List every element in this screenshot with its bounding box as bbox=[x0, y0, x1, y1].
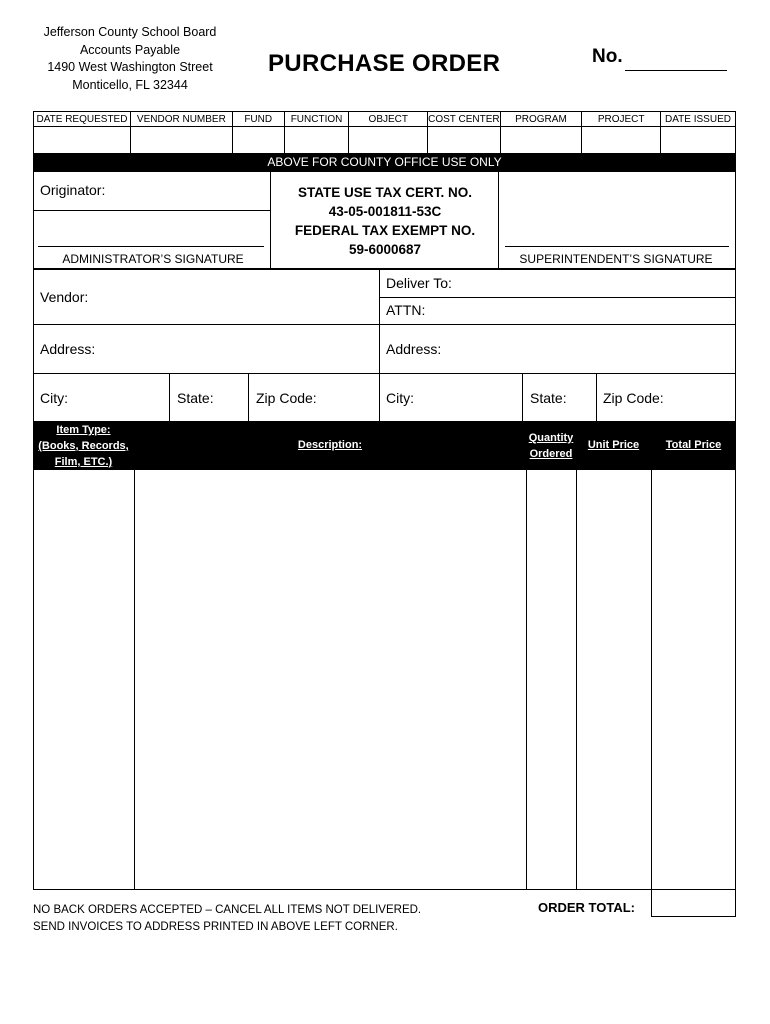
items-table[interactable] bbox=[33, 469, 736, 890]
code-header-date-requested: DATE REQUESTED bbox=[34, 112, 131, 127]
quantity-column bbox=[576, 469, 577, 890]
col-header-item-type bbox=[33, 422, 134, 470]
vendor-zip-label: Zip Code: bbox=[256, 390, 317, 406]
program-field[interactable] bbox=[500, 127, 582, 154]
divider bbox=[522, 373, 523, 422]
col-header-line: Film, ETC.) bbox=[54, 456, 113, 468]
vendor-city-label: City: bbox=[40, 390, 68, 406]
footer-line: NO BACK ORDERS ACCEPTED – CANCEL ALL ITEMS NOT DELIVERED. bbox=[33, 904, 422, 916]
delivery-state-label: State: bbox=[530, 390, 567, 406]
originator-label: Originator: bbox=[40, 182, 106, 198]
order-total-label: ORDER TOTAL: bbox=[538, 900, 636, 915]
address-line: Accounts Payable bbox=[79, 42, 181, 57]
delivery-zip-label: Zip Code: bbox=[603, 390, 664, 406]
footer-notes bbox=[33, 902, 421, 936]
col-header-quantity bbox=[526, 430, 576, 462]
admin-signature-label: ADMINISTRATOR’S SIGNATURE bbox=[62, 252, 244, 266]
col-header-line: Item Type: bbox=[56, 424, 111, 436]
tax-exemption-info bbox=[272, 183, 498, 259]
cost-center-field[interactable] bbox=[428, 127, 501, 154]
divider bbox=[380, 297, 736, 298]
col-header-description: Description: bbox=[297, 439, 363, 451]
address-line: Monticello, FL 32344 bbox=[72, 77, 188, 92]
divider bbox=[33, 324, 736, 325]
vendor-state-label: State: bbox=[177, 390, 214, 406]
address-line: 1490 West Washington Street bbox=[47, 60, 213, 74]
divider bbox=[33, 373, 736, 374]
code-header-fund: FUND bbox=[232, 112, 284, 127]
divider bbox=[248, 373, 249, 422]
county-office-banner: ABOVE FOR COUNTY OFFICE USE ONLY bbox=[33, 153, 736, 171]
code-header-cost-center: COST CENTER bbox=[428, 113, 500, 125]
divider bbox=[498, 171, 499, 269]
col-header-line: (Books, Records, bbox=[38, 440, 129, 452]
tax-line: 59-6000687 bbox=[348, 242, 422, 257]
po-number-label: No. bbox=[592, 46, 623, 67]
code-header-project: PROJECT bbox=[582, 112, 661, 127]
divider bbox=[169, 373, 170, 422]
items-header bbox=[33, 422, 736, 469]
unit-price-column bbox=[651, 469, 652, 890]
code-header-object: OBJECT bbox=[349, 112, 428, 127]
attn-label: ATTN: bbox=[386, 302, 426, 318]
code-header-vendor-number: VENDOR NUMBER bbox=[130, 112, 232, 127]
col-header-total-price: Total Price bbox=[665, 439, 722, 451]
issuer-address bbox=[30, 24, 230, 94]
code-header-program: PROGRAM bbox=[500, 112, 582, 127]
tax-line: 43-05-001811-53C bbox=[328, 204, 442, 219]
vendor-number-field[interactable] bbox=[130, 127, 232, 154]
code-header-function: FUNCTION bbox=[284, 112, 349, 127]
footer-line: SEND INVOICES TO ADDRESS PRINTED IN ABOVE LEFT CORNER. bbox=[33, 921, 398, 933]
col-header-line: Quantity bbox=[528, 432, 574, 444]
date-issued-field[interactable] bbox=[661, 127, 736, 154]
divider bbox=[596, 373, 597, 422]
divider bbox=[379, 269, 380, 422]
function-field[interactable] bbox=[284, 127, 349, 154]
description-column bbox=[526, 469, 527, 890]
object-field[interactable] bbox=[349, 127, 428, 154]
po-number-field[interactable] bbox=[625, 70, 727, 71]
admin-signature-line[interactable] bbox=[38, 246, 264, 247]
date-requested-field[interactable] bbox=[34, 127, 131, 154]
item-type-column bbox=[134, 469, 135, 890]
col-header-line: Ordered bbox=[529, 448, 573, 460]
order-total-field[interactable] bbox=[651, 889, 736, 917]
account-codes-table bbox=[33, 111, 736, 154]
delivery-address-label: Address: bbox=[386, 341, 442, 357]
fund-field[interactable] bbox=[232, 127, 284, 154]
page-title: PURCHASE ORDER bbox=[268, 50, 501, 77]
col-header-unit-price: Unit Price bbox=[587, 439, 640, 451]
divider bbox=[33, 210, 270, 211]
superintendent-signature-line[interactable] bbox=[505, 246, 729, 247]
vendor-address-label: Address: bbox=[40, 341, 96, 357]
tax-line: STATE USE TAX CERT. NO. bbox=[297, 185, 472, 200]
deliver-to-label: Deliver To: bbox=[386, 275, 452, 291]
delivery-city-label: City: bbox=[386, 390, 414, 406]
project-field[interactable] bbox=[582, 127, 661, 154]
divider bbox=[270, 171, 271, 269]
superintendent-signature-label: SUPERINTENDENT’S SIGNATURE bbox=[519, 252, 713, 266]
tax-line: FEDERAL TAX EXEMPT NO. bbox=[294, 223, 476, 238]
vendor-label: Vendor: bbox=[40, 289, 89, 305]
address-line: Jefferson County School Board bbox=[43, 25, 217, 39]
code-header-date-issued: DATE ISSUED bbox=[661, 112, 736, 127]
